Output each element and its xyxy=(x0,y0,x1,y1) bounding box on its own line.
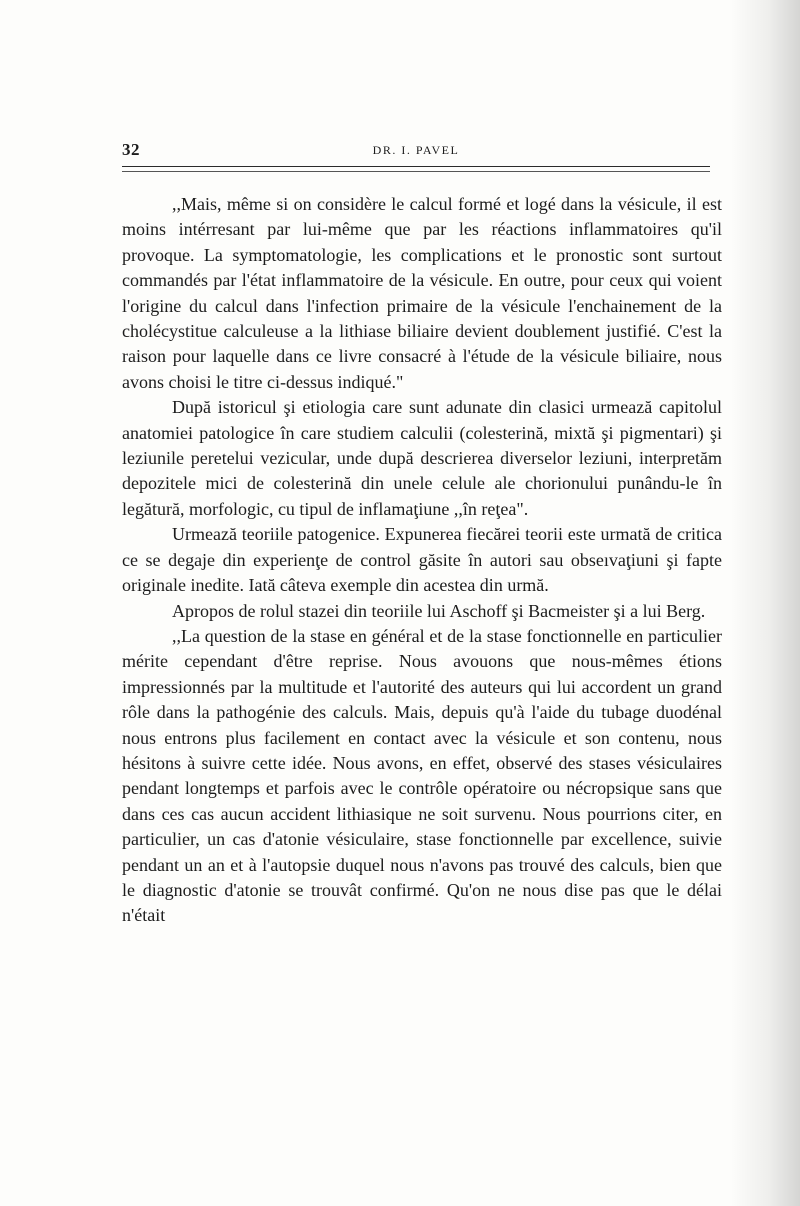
header-rule xyxy=(122,166,710,167)
running-head: DR. I. PAVEL xyxy=(372,143,460,157)
paragraph: Apropos de rolul stazei din teoriile lui Aschoff şi Bacmeister şi a lui Berg. xyxy=(172,600,706,621)
body-text xyxy=(122,192,722,929)
paragraph: După istoricul şi etiologia care sunt adunate din clasici urmează capitolul anatomiei patologice în care studiem calculii (colesterină, mixtă şi pigmentari) şi leziunile peretelui vezicular, unde după descrierea diverselor leziuni, interpretăm depozitele mici de colesterină din unele celule ale chorionului punându-le în legătură, morfologic, cu tipul de inflamaţiune ,,în reţea". xyxy=(122,397,722,519)
page-number: 32 xyxy=(122,140,140,159)
paragraph: Urmează teoriile patogenice. Expunerea fiecărei teorii este urmată de critica ce se degaje din experienţe de control găsite în autori sau obseıvaţiuni şi fapte originale inedite. Iată câteva exemple din acestea din urmă. xyxy=(122,524,722,596)
paragraph: ,,Mais, même si on considère le calcul formé et logé dans la vésicule, il est moins intérresant par lui-même que par les réactions inflammatoires qu'il provoque. La symptomatologie, les complications et le pronostic sont surtout commandés par l'état inflammatoire de la vésicule. En outre, pour ceux qui voient l'origine du calcul dans l'infection primaire de la vésicule l'enchainement de la cholécystitue calculeuse a la lithiase biliaire devient doublement justifié. C'est la raison pour laquelle dans ce livre consacré à l'étude de la vésicule biliaire, nous avons choisi le titre ci-dessus indiqué." xyxy=(122,194,722,392)
paragraph: ,,La question de la stase en général et de la stase fonctionnelle en particulier mérite cependant d'être reprise. Nous avouons que nous-mêmes étions impressionnés par la multitude et l'autorité des auteurs qui lui accordent un grand rôle dans la pathogénie des calculs. Mais, depuis qu'à l'aide du tubage duodénal nous entrons plus facilement en contact avec la vésicule et son contenu, nous hésitons à suivre cette idée. Nous avons, en effet, observé des stases vésiculaires pendant longtemps et parfois avec le contrôle opératoire ou nécropsique sans que dans ces cas aucun accident lithiasique ne soit survenu. Nous pourrions citer, en particulier, un cas d'atonie vésiculaire, stase fonctionnelle par excellence, suivie pendant un an et à l'autopsie duquel nous n'avons pas trouvé des calculs, bien que le diagnostic d'atonie se trouvât confirmé. Qu'on ne nous dise pas que le délai n'était xyxy=(122,625,722,926)
header-rule-thin xyxy=(122,171,710,172)
page-edge-shadow xyxy=(730,0,800,1206)
page-header xyxy=(122,140,710,162)
